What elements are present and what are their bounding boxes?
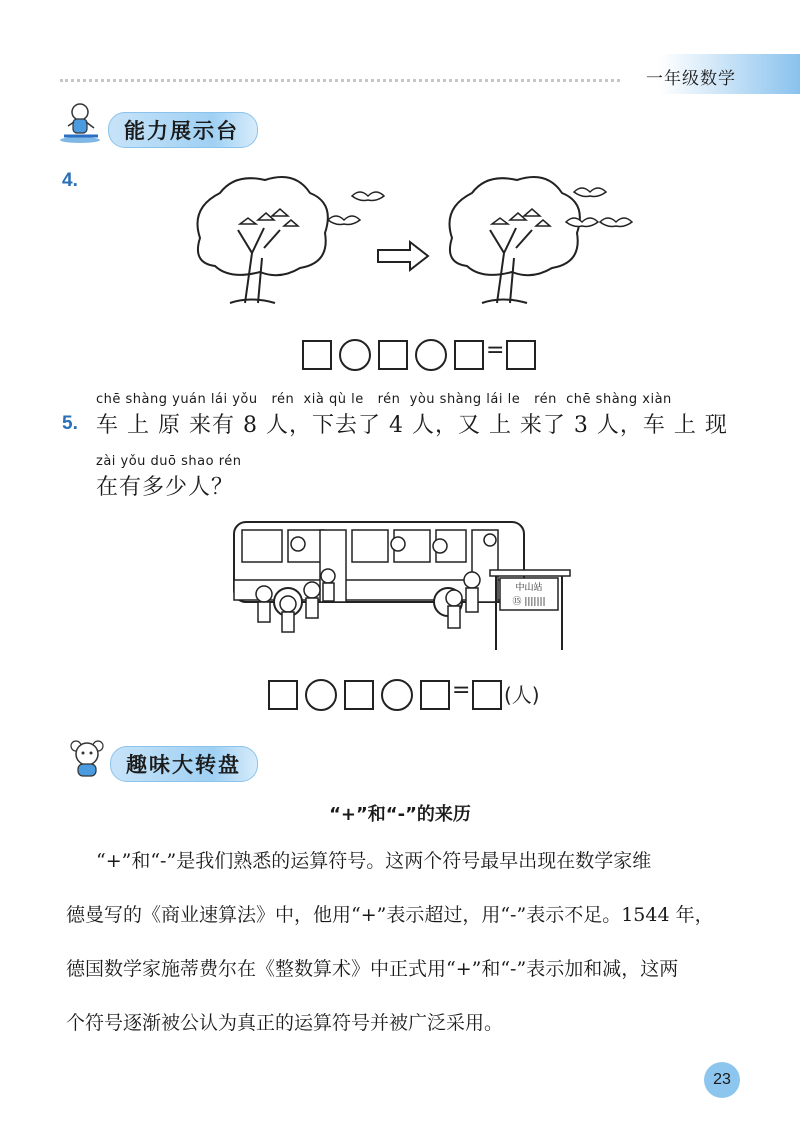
answer-box[interactable] — [454, 340, 484, 370]
page-number: 23 — [704, 1062, 740, 1098]
operator-circle[interactable] — [305, 679, 337, 711]
unit-label: (人) — [504, 683, 540, 707]
story-line: 德国数学家施蒂费尔在《整数算术》中正式用“+”和“-”表示加和减，这两 — [66, 958, 679, 980]
flying-bird-icon — [328, 192, 384, 225]
skier-mascot-icon — [58, 100, 104, 144]
section-title-ability: 能力展示台 — [124, 119, 239, 143]
right-tree-icon — [450, 177, 580, 303]
story-line: 德曼写的《商业速算法》中，他用“+”表示超过，用“-”表示不足。1544 年， — [66, 904, 714, 926]
right-arrow-icon — [378, 242, 428, 270]
q5-text-line2: 在有多少人？ — [96, 475, 235, 500]
grade-label: 一年级数学 — [646, 69, 736, 89]
q5-pinyin-line1: chē shàng yuán lái yǒu rén xià qù le rén yòu shàng lái le rén chē shàng xiàn — [96, 392, 672, 407]
equals-sign: = — [486, 338, 505, 363]
bus-illustration — [228, 518, 576, 658]
left-tree-icon — [198, 177, 328, 303]
station-name: 中山站 — [515, 583, 543, 593]
answer-box[interactable] — [344, 680, 374, 710]
operator-circle[interactable] — [381, 679, 413, 711]
answer-box[interactable] — [302, 340, 332, 370]
answer-box[interactable] — [420, 680, 450, 710]
question-4-number: 4. — [62, 170, 78, 191]
operator-circle[interactable] — [339, 339, 371, 371]
answer-box[interactable] — [268, 680, 298, 710]
question-5-number: 5. — [62, 413, 78, 434]
bear-mascot-icon — [66, 738, 110, 780]
story-title: “+”和“-”的来历 — [329, 804, 471, 825]
section-title-fun: 趣味大转盘 — [126, 753, 241, 777]
station-code: ⑮ ||||||| — [512, 597, 546, 607]
q5-text-line1: 车 上 原 来有 8 人，下去了 4 人，又 上 来了 3 人，车 上 现 — [96, 413, 728, 438]
answer-box[interactable] — [506, 340, 536, 370]
header-dotted-rule — [60, 79, 620, 82]
answer-box[interactable] — [378, 340, 408, 370]
equals-sign: = — [452, 678, 471, 703]
answer-box[interactable] — [472, 680, 502, 710]
tree-birds-illustration — [180, 168, 650, 318]
operator-circle[interactable] — [415, 339, 447, 371]
story-line: “+”和“-”是我们熟悉的运算符号。这两个符号最早出现在数学家维 — [96, 850, 652, 872]
story-line: 个符号逐渐被公认为真正的运算符号并被广泛采用。 — [66, 1012, 504, 1034]
q5-pinyin-line2: zài yǒu duō shao rén — [96, 454, 242, 469]
